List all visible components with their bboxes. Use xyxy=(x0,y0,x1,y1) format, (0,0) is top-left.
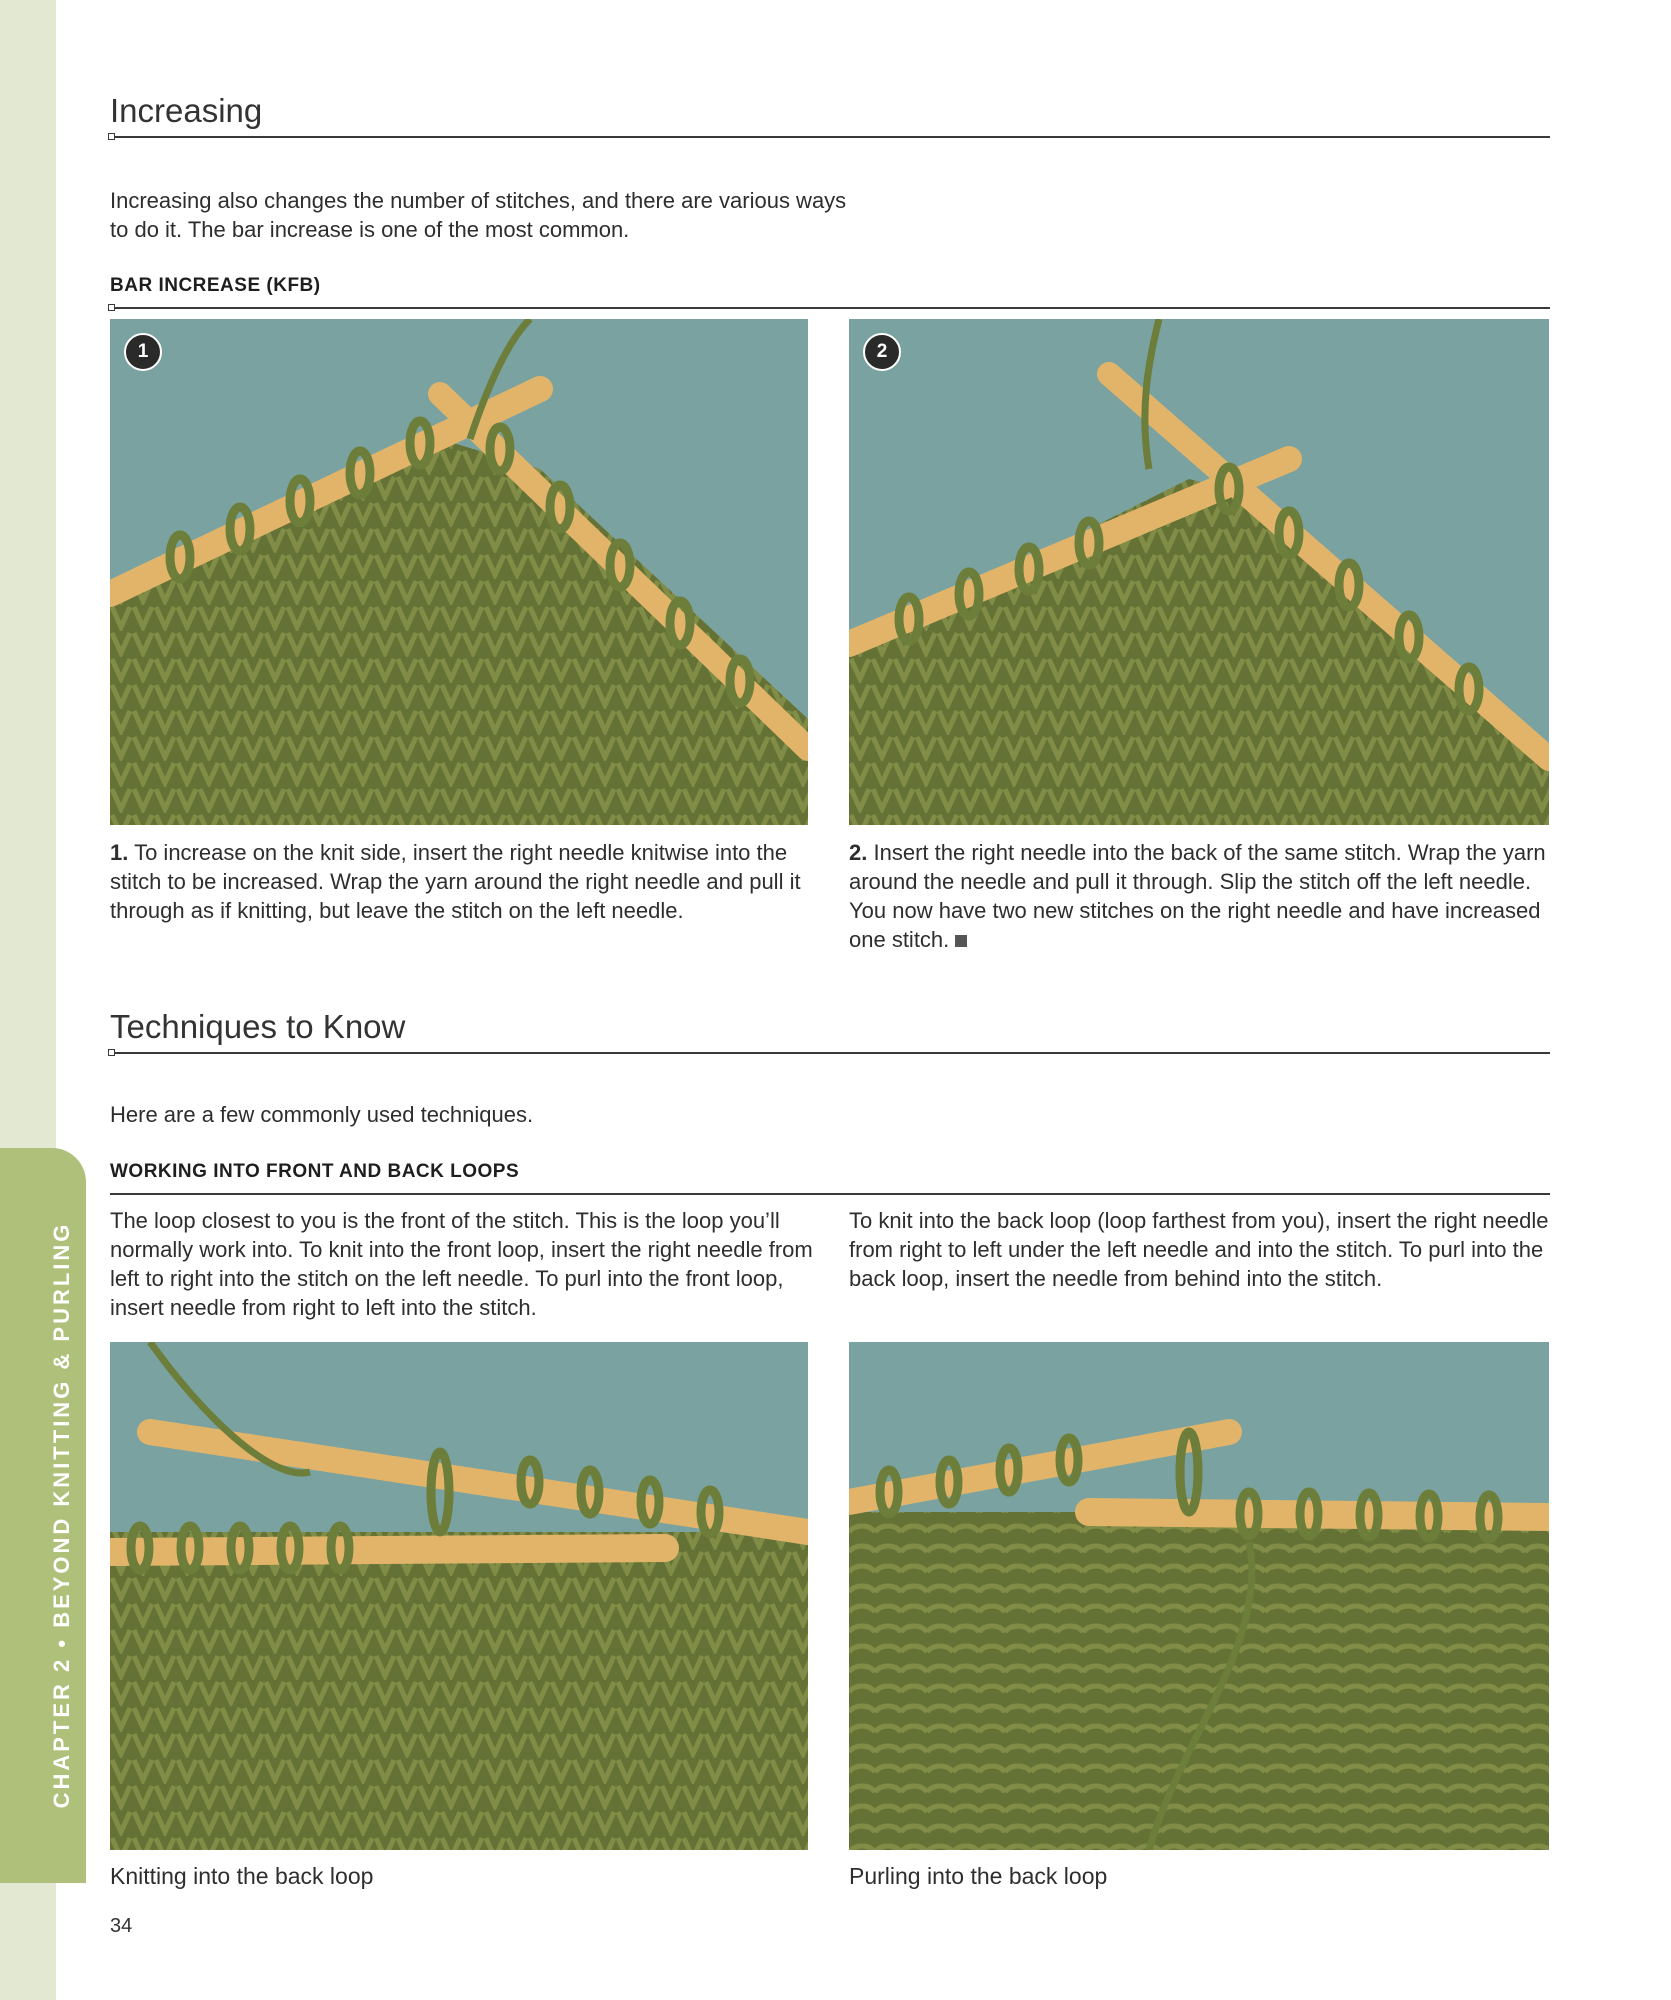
step-2-body: Insert the right needle into the back of the same stitch. Wrap the yarn around the needle and pull it through. Slip the stitch off the left needle. You now have two new stitches on the right needle and have increased one stitch. xyxy=(849,840,1546,952)
rule-node xyxy=(108,133,115,140)
section-rule xyxy=(110,1052,1550,1054)
page-number: 34 xyxy=(110,1915,133,1937)
photo-step-2 xyxy=(849,319,1549,825)
photo-step-1 xyxy=(110,319,808,825)
step-1-body: To increase on the knit side, insert the right needle knitwise into the stitch to be increased. Wrap the yarn around the right needle and pull it through as if knitting, but leave the stitch on the left needle. xyxy=(110,840,801,923)
step-badge-1: 1 xyxy=(124,333,162,371)
step-2-number: 2. xyxy=(849,840,868,865)
front-loop-text: The loop closest to you is the front of the stitch. This is the loop you’ll normally work into. To knit into the front loop, insert the right needle from left to right into the stitch on the left needle. To purl into the front loop, insert needle from right to left into the stitch. xyxy=(110,1208,813,1320)
subheading-bar-increase: BAR INCREASE (KFB) xyxy=(110,275,321,296)
step-2-text xyxy=(849,838,1559,954)
rule-node xyxy=(108,304,115,311)
caption-knit-back-loop: Knitting into the back loop xyxy=(110,1863,374,1889)
subheading-loops: WORKING INTO FRONT AND BACK LOOPS xyxy=(110,1161,520,1182)
back-loop-text: To knit into the back loop (loop farthest from you), insert the right needle from right to left under the left needle and into the stitch. To purl into the back loop, insert the needle from behind into the stitch. xyxy=(849,1208,1549,1291)
chapter-label: CHAPTER 2 • BEYOND KNITTING & PURLING xyxy=(49,1221,74,1809)
section-title-techniques: Techniques to Know xyxy=(110,1008,406,1045)
rule-node xyxy=(108,1049,115,1056)
subheading-rule xyxy=(110,1193,1550,1195)
increasing-intro: Increasing also changes the number of stitches, and there are various ways to do it. The bar increase is one of the most common. xyxy=(110,188,847,242)
photo-purl-back-loop xyxy=(849,1342,1549,1850)
step-1-number: 1. xyxy=(110,840,129,865)
photo-knit-back-loop xyxy=(110,1342,808,1850)
section-title-increasing: Increasing xyxy=(110,92,263,129)
end-mark-icon xyxy=(955,935,967,947)
techniques-intro: Here are a few commonly used techniques. xyxy=(110,1102,534,1127)
caption-purl-back-loop: Purling into the back loop xyxy=(849,1863,1108,1889)
subheading-rule xyxy=(110,307,1550,309)
step-badge-2: 2 xyxy=(863,333,901,371)
section-rule xyxy=(110,136,1550,138)
step-1-text xyxy=(110,838,820,925)
